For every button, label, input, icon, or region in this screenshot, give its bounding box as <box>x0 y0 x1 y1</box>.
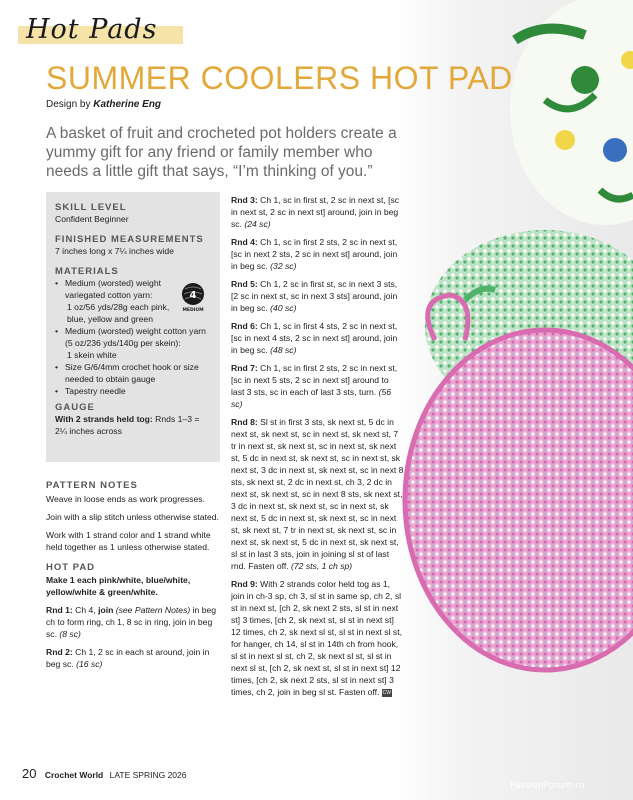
material-item: • Size G/6/4mm crochet hook or size needed to obtain gauge <box>55 361 211 385</box>
material-item: • Medium (worsted) weight variegated cotton yarn: <box>55 277 211 301</box>
pattern-note: Work with 1 strand color and 1 strand white held together as 1 unless otherwise stated. <box>46 530 211 552</box>
page-footer <box>22 766 186 781</box>
round-1: Rnd 1: Ch 4, join (see Pattern Notes) in beg ch to form ring, ch 1, 8 sc in ring, join in beg sc. (8 sc) <box>46 605 217 639</box>
byline <box>46 99 161 110</box>
pattern-note: Weave in loose ends as work progresses. <box>46 494 205 504</box>
skill-level: Confident Beginner <box>55 214 129 224</box>
material-subitem: 1 oz/56 yds/28g each pink, blue, yellow and green <box>67 302 170 324</box>
pattern-notes-heading: PATTERN NOTES <box>46 480 138 491</box>
gauge-bold: With 2 strands held tog: <box>55 414 153 424</box>
material-item: • Tapestry needle <box>55 385 211 397</box>
material-item: • Medium (worsted) weight cotton yarn (5 oz/236 yds/140g per skein): <box>55 325 211 349</box>
gauge-heading: GAUGE <box>55 402 95 413</box>
round-3: Rnd 3: Ch 1, sc in first st, 2 sc in next st, [sc in next st, 2 sc in next st] around, join in beg sc. (24 sc) <box>231 195 400 229</box>
instructions-column-2 <box>231 192 404 698</box>
measurements: 7 inches long x 7¼ inches wide <box>55 246 174 256</box>
pattern-note: Join with a slip stitch unless otherwise stated. <box>46 512 219 522</box>
round-2: Rnd 2: Ch 1, 2 sc in each st around, join in beg sc. (16 sc) <box>46 647 210 669</box>
skill-level-heading: SKILL LEVEL <box>55 202 127 213</box>
byline-prefix: Design by <box>46 99 94 110</box>
round-9: Rnd 9: With 2 strands color held tog as 1, join in ch-3 sp, ch 3, sl st in same sp, ch 2, sl st in next st, [ch 2, sk next 2 sts, sl st in next st] 3 times, [ch 2, sk next st, sl st in next st] 12 times, ch 2, sk next sl st, sl st in next sl st, for hanger, ch 14, sl st in 14th ch from hook, sl st in next sl st, ch 2, sk next sl st, sl st in next sl st, [ch 2, sk next st, sl st in next st] 12 times, [ch 2, sk next 2 sts, sl st in next st] 3 times, ch 2, join in beg sl st. Fasten off. CW <box>231 579 402 697</box>
yarn-weight-number: 4 <box>189 290 197 301</box>
section-tag <box>18 14 183 48</box>
watermark: PassionForum.ru <box>510 781 585 791</box>
materials-sidebar <box>46 192 220 462</box>
gauge-text: Rnds 1–3 = 2¼ inches across <box>55 414 200 436</box>
material-subitem: 1 skein white <box>67 350 117 360</box>
instructions-column-1 <box>46 480 220 670</box>
issue-label: LATE SPRING 2026 <box>109 770 187 780</box>
round-8: Rnd 8: Sl st in first 3 sts, sk next st, 5 dc in next st, sk next st, sc in next st, sk next st, 7 tr in next st, sk next st, sc in next st, sk next st, 5 dc in next st, sk next st, sc in next st, sk next st, 3 dc in next st, sk next st, sc in next 8 sts, sk next st, 2 dc in next st, ch 3, 2 dc in next st, sk next st, sc in next 8 sts, sk next st, 3 dc in next st, sk next st, sc in next st, sk next st, 5 dc in next st, sk next st, sc in next st, sk next st, 7 tr in next st, sk next st, sc in next st, sk next st, 5 dc in next st, sk next st, sl st in last 3 sts, join in joining sl st of last rnd. Fasten off. (72 sts, 1 ch sp) <box>231 417 404 571</box>
page-number: 20 <box>22 766 37 781</box>
measurements-heading: FINISHED MEASUREMENTS <box>55 234 204 245</box>
magazine-name: Crochet World <box>44 770 104 780</box>
end-mark-icon: CW <box>382 689 391 696</box>
hot-pad-heading: HOT PAD <box>46 562 96 573</box>
round-7: Rnd 7: Ch 1, sc in first 2 sts, 2 sc in next st, [sc in next 5 sts, 2 sc in next st] around to last 3 sts, sc in each of last 3 sts, turn. (56 sc) <box>231 363 398 409</box>
intro-paragraph: A basket of fruit and crocheted pot holders create a yummy gift for any friend or family member who needs a little gift that says, “I’m thinking of you.” <box>46 125 397 180</box>
section-tag-text: Hot Pads <box>26 14 158 45</box>
gauge <box>55 413 211 437</box>
hot-pad-photo <box>395 0 633 800</box>
designer-name: Katherine Eng <box>93 99 162 110</box>
round-4: Rnd 4: Ch 1, sc in first 2 sts, 2 sc in next st, [sc in next 2 sts, 2 sc in next st] around, join in beg sc. (32 sc) <box>231 237 398 271</box>
materials-heading: MATERIALS <box>55 266 119 277</box>
yarn-weight-label: MEDIUM <box>182 308 204 312</box>
yarn-weight-icon <box>180 282 206 312</box>
round-6: Rnd 6: Ch 1, sc in first 4 sts, 2 sc in next st, [sc in next 4 sts, 2 sc in next st] around, join in beg sc. (48 sc) <box>231 321 398 355</box>
make-instruction: Make 1 each pink/white, blue/white, yellow/white & green/white. <box>46 575 191 597</box>
round-5: Rnd 5: Ch 1, 2 sc in first st, sc in next 3 sts, [2 sc in next st, sc in next 3 sts] around, join in beg sc. (40 sc) <box>231 279 398 313</box>
article-title: SUMMER COOLERS HOT PAD <box>46 60 513 96</box>
